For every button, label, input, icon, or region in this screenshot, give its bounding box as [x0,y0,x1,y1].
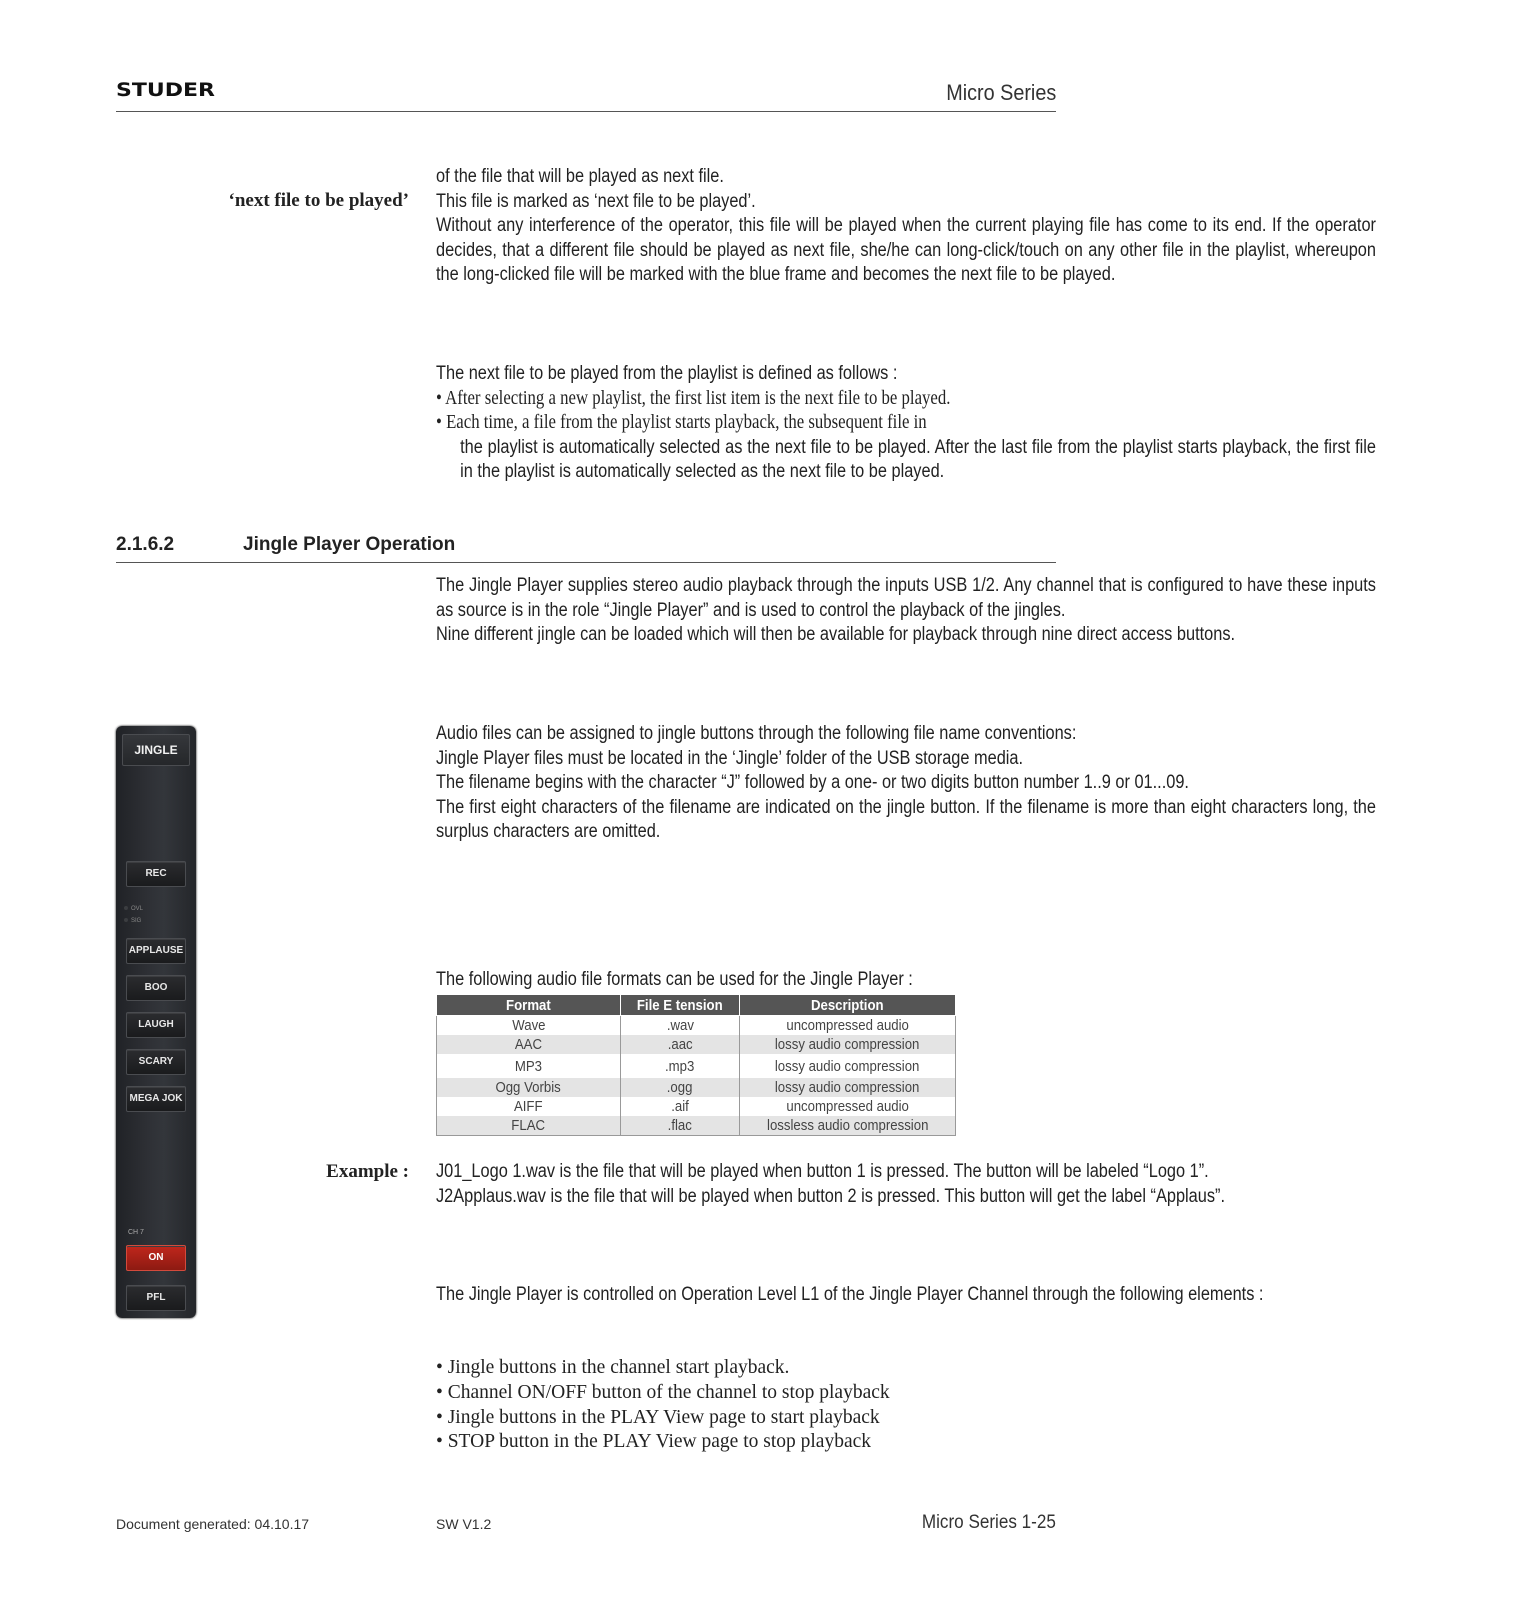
footer-page-number: Micro Series 1-25 [921,1512,1056,1533]
format-table [436,994,956,1136]
intro-text [436,165,1376,288]
table-row [437,1016,956,1036]
ovl-indicator: OVL [124,906,143,912]
section-title: Jingle Player Operation [243,534,456,555]
table-cell: AAC [437,1035,621,1054]
table-cell: FLAC [437,1116,621,1136]
jingle-naming [436,722,1376,845]
table-cell: Wave [437,1016,621,1036]
table-cell: .ogg [621,1078,740,1097]
next-file-side-label: ‘next file to be played’ [228,190,409,211]
table-cell: uncompressed audio [740,1097,956,1116]
control-bullets [436,1356,1529,1455]
table-cell: lossless audio compression [740,1116,956,1136]
examples [436,1160,1376,1209]
table-cell: lossy audio compression [740,1035,956,1054]
sig-indicator: SIG [124,918,141,924]
table-cell: lossy audio compression [740,1054,956,1078]
para-2: Nine different jingle can be loaded which will then be available for playback through nine direct access buttons. [436,624,1236,646]
jingle-button-applause[interactable]: APPLAUSE [126,938,186,964]
example-2: J2Applaus.wav is the file that will be played when button 2 is pressed. This button will get the label “Applaus”. [436,1185,1226,1207]
list-item: • STOP button in the PLAY View page to stop playback [436,1431,871,1453]
section-number: 2.1.6.2 [116,534,175,555]
pfl-button[interactable]: PFL [126,1285,186,1311]
section-rule [116,562,1056,563]
table-cell: .wav [621,1016,740,1036]
footer-software-version: SW V1.2 [436,1516,492,1532]
table-row [437,1054,956,1078]
header-rule [116,111,1056,112]
jingle-button-scary[interactable]: SCARY [126,1049,186,1075]
intro-line-3: Without any interference of the operator, this file will be played when the current playing file has come to its end. If the operator decides, that a different file should be played as next file, she/he can long-click/touch on any other file in the playlist, whereupon the long-clicked file will be marked with the blue frame and becomes the next file to be played. [436,215,1376,286]
table-cell: MP3 [437,1054,621,1078]
jingle-intro [436,574,1376,648]
jingle-button-laugh[interactable]: LAUGH [126,1012,186,1038]
next-file-rules [436,362,1376,485]
para-6: The first eight characters of the filename are indicated on the jingle button. If the filename is more than eight characters long, the surplus characters are omitted. [436,796,1376,843]
para-4: Jingle Player files must be located in the ‘Jingle’ folder of the USB storage media. [436,747,1024,769]
header-series: Micro Series [945,80,1056,105]
rec-button[interactable]: REC [126,861,186,887]
table-row [437,1078,956,1097]
list-item: • Channel ON/OFF button of the channel to stop playback [436,1381,890,1403]
studer-logo: STUDER [116,80,215,102]
strip-title: JINGLE [122,734,190,766]
list-item: • Jingle buttons in the channel start playback. [436,1357,790,1378]
table-cell: .mp3 [621,1054,740,1078]
table-cell: Ogg Vorbis [437,1078,621,1097]
control-intro: The Jingle Player is controlled on Operation Level L1 of the Jingle Player Channel through the following elements : [436,1284,1264,1305]
example-label: Example : [326,1161,409,1182]
list-item: • Jingle buttons in the PLAY View page to start playback [436,1406,880,1428]
jingle-channel-strip [116,726,196,1318]
para-1: The Jingle Player supplies stereo audio playback through the inputs USB 1/2. Any channel that is configured to have these inputs as source is in the role “Jingle Player” and is used to control the playback of the jingles. [436,575,1376,621]
rule-bullet-2-rest: the playlist is automatically selected as the next file to be played. After the last file from the playlist starts playback, the first file in the playlist is automatically selected as the next file to be played. [460,436,1376,483]
table-header-row [437,995,956,1016]
table-row [437,1035,956,1054]
table-cell: .flac [621,1116,740,1136]
table-cell: .aac [621,1035,740,1054]
para-3: Audio files can be assigned to jingle buttons through the following file name conventions: [436,723,1077,744]
rule-bullet-2-start: • Each time, a file from the playlist starts playback, the subsequent file in [436,412,927,434]
table-cell: AIFF [437,1097,621,1116]
table-cell: .aif [621,1097,740,1116]
formats-intro: The following audio file formats can be used for the Jingle Player : [436,969,913,990]
footer-generated: Document generated: 04.10.17 [116,1516,310,1532]
table-header: File E tension [621,995,740,1016]
rule-bullet-1: • After selecting a new playlist, the first list item is the next file to be played. [436,387,951,409]
table-cell: uncompressed audio [740,1016,956,1036]
table-cell: lossy audio compression [740,1078,956,1097]
channel-number: CH 7 [128,1229,144,1236]
table-row [437,1097,956,1116]
table-header: Format [437,995,621,1016]
table-header: Description [740,995,956,1016]
table-row [437,1116,956,1136]
rules-intro: The next file to be played from the playlist is defined as follows : [436,363,898,384]
para-5: The filename begins with the character “J” followed by a one- or two digits button number 1..9 or 01...09. [436,772,1189,794]
jingle-button-boo[interactable]: BOO [126,975,186,1001]
intro-line-1: of the file that will be played as next file. [436,166,724,187]
channel-on-button[interactable]: ON [126,1245,186,1271]
jingle-button-mega-jok[interactable]: MEGA JOK [126,1086,186,1112]
example-1: J01_Logo 1.wav is the file that will be played when button 1 is pressed. The button will be labeled “Logo 1”. [436,1161,1209,1182]
intro-line-2: This file is marked as ‘next file to be played’. [436,190,756,212]
